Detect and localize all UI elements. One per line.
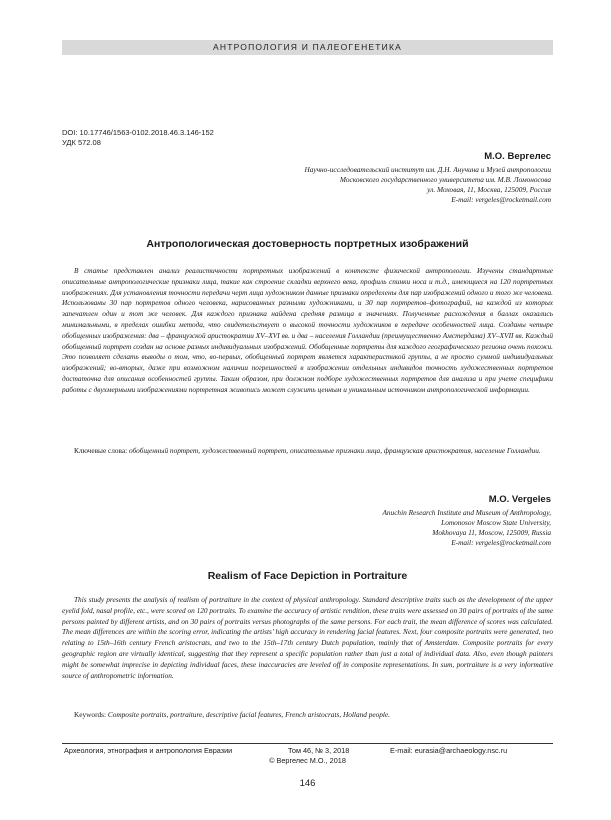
ru-keywords [62, 446, 553, 457]
ru-article-title: Антропологическая достоверность портретных изображений [146, 238, 469, 250]
en-article-title: Realism of Face Depiction in Portraiture [207, 570, 408, 582]
en-keywords [62, 710, 553, 721]
ru-affiliation-line: ул. Моховая, 11, Москва, 125009, Россия [427, 185, 551, 194]
en-keywords-list: Composite portraits, portraiture, descriptive facial features, French aristocrats, Holland people. [107, 710, 390, 719]
copyright: © Вергелес М.О., 2018 [269, 756, 346, 765]
ru-keywords-list: обобщенный портрет, художественный портрет, описательные признаки лица, французская аристократия, население Голландии. [128, 446, 541, 455]
en-author-block [131, 494, 551, 548]
en-keywords-label: Keywords: [74, 710, 107, 719]
ru-keywords-label: Ключевые слова: [74, 446, 128, 455]
en-affiliation-line: Lomonosov Moscow State University, [441, 518, 551, 527]
journal-email[interactable]: E-mail: eurasia@archaeology.nsc.ru [390, 746, 508, 755]
journal-volume: Том 46, № 3, 2018 [288, 746, 350, 755]
article-metadata [62, 128, 214, 148]
en-affiliation-line: Mokhovaya 11, Moscow, 125009, Russia [432, 528, 551, 537]
ru-abstract: В статье представлен анализ реалистичности портретных изображений в контексте физической антропологии. Изучены стандартные описательные антропологические признаки лица, такие как строение складки верхнего века, профиль спинки носа и т.д., имеющиеся на 120 портретных изображениях. Для установления точности передачи черт лица художником данные признаки определены для пар изображений одного и того же человека. Использованы 30 пар портретов одного человека, нарисованных разными художниками, и 30 пар портретов–фотографий, на каждой из которых запечатлен один и тот же человек. Для каждого признака найдена средняя разница в значениях. Полученные расхождения в баллах оказались минимальными, в пределах ошибки метода, что свидетельствует о высокой точности художников в передаче особенностей лица. Созданы четыре обобщенных изображения: два – французской аристократии XV–XVI вв. и два – населения Голландии (преимущественно Амстердама) XV–XVII вв. Каждый обобщенный портрет создан на основе разных индивидуальных изображений. Обобщенные портреты для каждого географического региона очень похожи. Это позволяет сделать выводы о том, что, во-первых, обобщенный портрет является характеристикой группы, а не просто суммой индивидуальных изображений; во-вторых, даже при возможном наличии погрешностей в изображении отдельных индивидов точность художественных портретов достаточна для описания особенностей группы. Таким образом, при должном подборе художественных портретов для анализа и при учете специфики работы с двухмерными изображениями портретная живопись может служить ценным и уникальным источником антропологической информации. [62, 266, 553, 394]
en-abstract: This study presents the analysis of realism of portraiture in the context of physical anthropology. Standard descriptive traits such as the development of the upper eyelid fold, nasal profile, etc., were scored on 120 portraits. To examine the accuracy of artistic rendition, these traits were assessed on 30 pairs of portraits of the same persons painted by different artists, and on 30 pairs of portraits versus photographs of the same persons. For each trait, the mean difference of scores was calculated. The mean differences are within the scoring error, indicating the artists’ high accuracy in rendering facial features. Next, four composite portraits were generated, two relating to 15th–16th century French aristocrats, and two to the 15th–17th century Dutch population, mainly that of Amsterdam. Composite portraits for every geographic region are virtually identical, suggesting that they represent a specific population rather than just a total of individual data. Also, even though painters might be somewhat imprecise in depicting individual faces, these inaccuracies are leveled off in composite representations. In sum, portraiture is a very informative source of anthropometric information. [62, 595, 553, 680]
en-author-name: M.O. Vergeles [488, 494, 551, 505]
section-header: АНТРОПОЛОГИЯ И ПАЛЕОГЕНЕТИКА [62, 40, 553, 55]
journal-name: Археология, этнография и антропология Евразии [64, 746, 233, 755]
ru-affiliation-line: Научно-исследовательский институт им. Д.Н. Анучина и Музей антропологии [304, 165, 551, 174]
en-affiliation-line: Anuchin Research Institute and Museum of Anthropology, [382, 508, 551, 517]
ru-affiliation-line: Московского государственного университета им. М.В. Ломоносова [339, 175, 551, 184]
en-email[interactable]: E-mail: vergeles@rocketmail.com [451, 538, 551, 547]
footer-divider [62, 743, 553, 744]
page-number: 146 [299, 778, 316, 789]
doi[interactable]: DOI: 10.17746/1563-0102.2018.46.3.146-152 [62, 128, 214, 137]
ru-author-block [131, 151, 551, 205]
udk: УДК 572.08 [62, 138, 101, 147]
ru-email[interactable]: E-mail: vergeles@rocketmail.com [451, 195, 551, 204]
ru-author-name: М.О. Вергелес [484, 151, 551, 162]
